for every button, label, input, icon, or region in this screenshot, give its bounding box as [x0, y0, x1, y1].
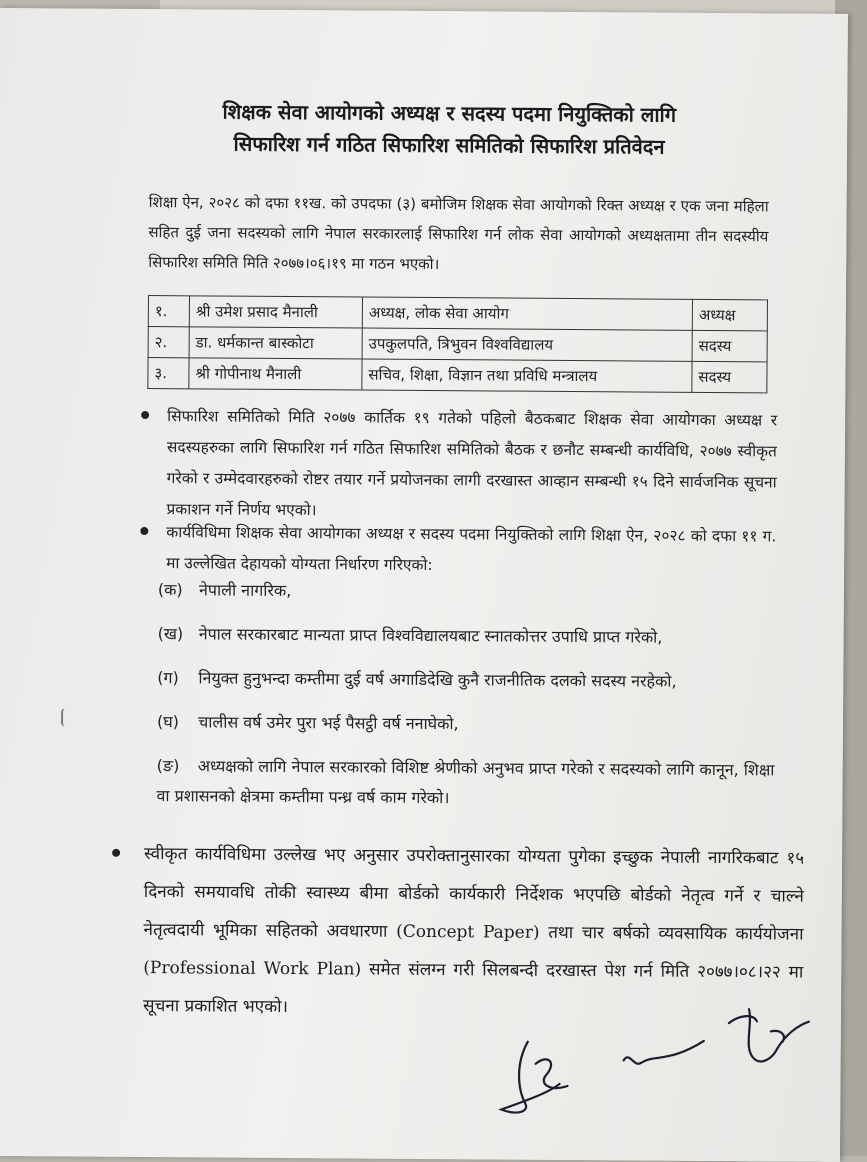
qualification-text: नियुक्त हुनुभन्दा कम्तीमा दुई वर्ष अगाडिदेखि कुनै राजनीतिक दलको सदस्य नरहेको, [198, 668, 677, 691]
table-row [148, 327, 767, 362]
bullet-paragraph-1: सिफारिश समितिको मिति २०७७ कार्तिक १९ गतेको पहिलो बैठकबाट शिक्षक सेवा आयोगका अध्यक्ष र सदस्यहरुका लागि सिफारिश गर्न गठित सिफारिश समितिको बैठक र छनौट सम्बन्धी कार्यविधि, २०७७ स्वीकृत गरेको र उम्मेदवारहरुको रोष्टर तयार गर्ने प्रयोजनका लागी दरखास्त आव्हान सम्बन्धी १५ दिने सार्वजनिक सूचना प्रकाशन गर्ने निर्णय भएको। [166, 407, 778, 520]
title-line-1: शिक्षक सेवा आयोगको अध्यक्ष र सदस्य पदमा नियुक्तिको लागि [222, 99, 677, 127]
member-number: २. [148, 327, 189, 358]
qualification-text: अध्यक्षको लागि नेपाल सरकारको विशिष्ट श्रेणीको अनुभव प्राप्त गरेको र सदस्यको लागि कानून, शिक्षा वा प्रशासनको क्षेत्रमा कम्तीमा पन्ध्र वर्ष काम गरेको। [156, 756, 775, 808]
qualification-text: चालीस वर्ष उमेर पुरा भई पैसट्ठी वर्ष ननाघेको, [198, 712, 459, 734]
member-position: अध्यक्ष, लोक सेवा आयोग [362, 297, 692, 330]
qualification-text: नेपाल सरकारबाट मान्यता प्राप्त विश्वविद्यालयबाट स्नातकोत्तर उपाधि प्राप्त गरेको, [198, 624, 663, 647]
qualification-label: (ङ) [156, 756, 180, 776]
member-number: १. [148, 296, 189, 327]
member-role: सदस्य [692, 361, 767, 393]
bullet-icon [112, 849, 120, 857]
bullet-paragraph-2: कार्यविधिमा शिक्षक सेवा आयोगका अध्यक्ष र सदस्य पदमा नियुक्तिको लागि शिक्षा ऐन, २०२८ को दफा ११ ग. मा उल्लेखित देहायको योग्यता निर्धारण गरिएको: [166, 523, 777, 575]
qualification-label: (घ) [156, 712, 180, 732]
bullet-icon [140, 527, 148, 535]
qualification-label: (ग) [157, 668, 179, 688]
member-role: सदस्य [692, 330, 767, 362]
signature-2 [618, 1032, 708, 1078]
member-name: डा. धर्मकान्त बास्कोटा [189, 327, 362, 359]
qualification-label: (क) [157, 580, 183, 600]
qualification-item [158, 619, 798, 653]
member-role: अध्यक्ष [692, 299, 767, 331]
document-title [119, 95, 779, 164]
punch-hole-mark [61, 708, 71, 726]
qualification-item [157, 707, 797, 741]
signature-3 [713, 1003, 813, 1074]
member-name: श्री उमेश प्रसाद मैनाली [189, 296, 362, 328]
document-page [0, 8, 848, 1162]
member-name: श्री गोपीनाथ मैनाली [189, 358, 362, 390]
bullet-icon [141, 411, 149, 419]
intro-paragraph: शिक्षा ऐन, २०२८ को दफा ११ख. को उपदफा (३) बमोजिम शिक्षक सेवा आयोगको रिक्त अध्यक्ष र एक जना महिला सहित दुई जना सदस्यको लागि नेपाल सरकारलाई सिफारिश गर्न लोक सेवा आयोगको अध्यक्षतामा तीन सदस्यीय सिफारिश समिति मिति २०७७।०६।१९ मा गठन भएको। [148, 193, 769, 274]
bullet-paragraph-3: स्वीकृत कार्यविधिमा उल्लेख भए अनुसार उपरोक्तानुसारका योग्यता पुगेका इच्छुक नेपाली नागरिकबाट १५ दिनको समयावधि तोकी स्वास्थ्य बीमा बोर्डको कार्यकारी निर्देशक भएपछि बोर्डको नेतृत्व गर्ने र चाल्ने नेतृत्वदायी भूमिका सहितको अवधारणा (Concept Paper) तथा चार बर्षको व्यवसायिक कार्ययोजना (Professional Work Plan) समेत संलग्न गरी सिलबन्दी दरखास्त पेश गर्न मिति २०७७।०८।२२ मा सूचना प्रकाशित भएको। [142, 844, 805, 1018]
committee-table [147, 295, 768, 393]
member-number: ३. [148, 358, 189, 389]
qualification-text: नेपाली नागरिक, [198, 580, 292, 601]
qualification-item [158, 575, 798, 609]
member-position: उपकुलपति, त्रिभुवन विश्वविद्यालय [362, 328, 692, 361]
qualification-item [157, 663, 797, 697]
qualification-label: (ख) [157, 624, 184, 644]
member-position: सचिव, शिक्षा, विज्ञान तथा प्रविधि मन्त्रालय [362, 359, 692, 392]
table-row [148, 296, 767, 331]
title-line-2: सिफारिश गर्न गठित सिफारिश समितिको सिफारिश प्रतिवेदन [233, 131, 665, 159]
signature-1 [487, 1033, 578, 1124]
qualification-item [156, 751, 786, 815]
table-row [148, 358, 767, 393]
